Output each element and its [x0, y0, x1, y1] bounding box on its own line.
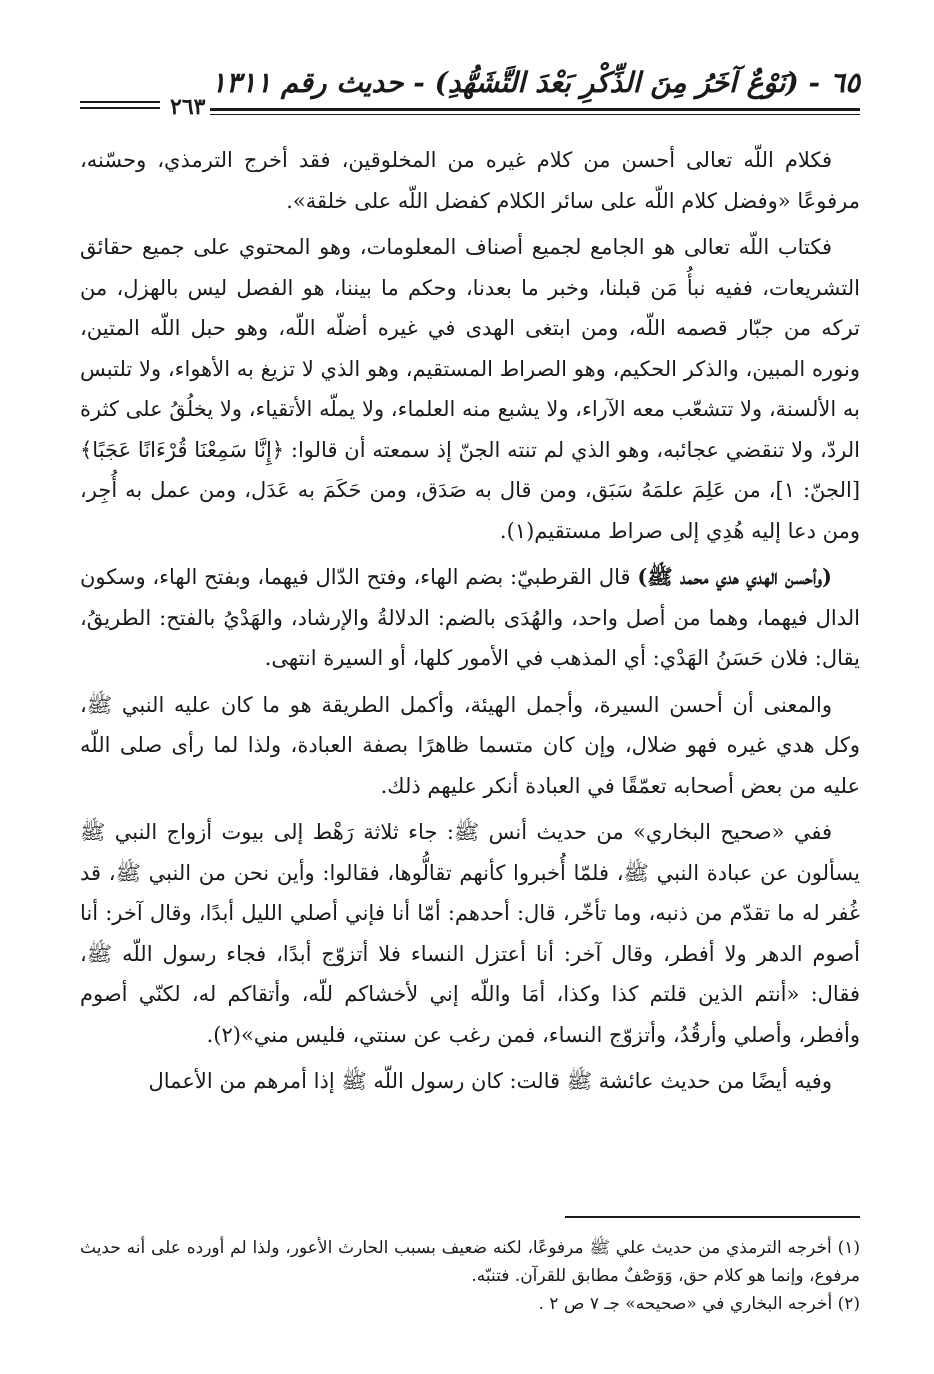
page-header [80, 60, 860, 120]
paragraph: فكتاب اللّه تعالى هو الجامع لجميع أصناف المعلومات، وهو المحتوي على جميع حقائق التشريعات، ففيه نبأُ مَن قبلنا، وخبر ما بعدنا، وحكم ما بيننا، هو الفصل ليس بالهزل، من تركه من جبّار قصمه اللّه، ومن ابتغى الهدى في غيره أضلّه اللّه، وهو حبل اللّه المتين، ونوره المبين، والذكر الحكيم، وهو الصراط المستقيم، وهو الذي لا تزيغ به الأهواء، ولا تلتبس به الألسنة، ولا تتشعّب معه الآراء، ولا يشبع منه العلماء، ولا يملّه الأتقياء، ولا يخلُقُ على كثرة الردّ، ولا تنقضي عجائبه، وهو الذي لم تنته الجنّ إذ سمعته أن قالوا: ﴿إِنَّا سَمِعْنَا قُرْءَانًا عَجَبًا﴾ [الجنّ: ١]، من عَلِمَ علمَهُ سَبَق، ومن قال به صَدَق، ومن حَكَمَ به عَدَل، ومن عمل به أُجِر، ومن دعا إليه هُدِي إلى صراط مستقيم(١). [80, 235, 861, 543]
page-number-rule-bottom [80, 107, 160, 109]
main-text [80, 140, 860, 1108]
footnote-2: (٢) أخرجه البخاري في «صحيحه» جـ ٧ ص ٢ . [538, 1294, 860, 1314]
page-number: ٢٦٣ [170, 94, 206, 120]
running-title: ٦٥ - (نَوْعٌ آخَرُ مِنَ الذِّكْرِ بَعْدَ التَّشَهُّدِ) - حديث رقم ١٣١١ [211, 66, 860, 99]
paragraph: (وأحسن الهدي هدي محمد ﷺ) قال القرطبيّ: بضم الهاء، وفتح الدّال فيهما، وبفتح الهاء، وسكون الدال فيهما، وهما من أصل واحد، والهُدَى بالضم: الدلالةُ والإرشاد، والهَدْيُ بالفتح: الطريقُ، يقال: فلان حَسَنُ الهَدْي: أي المذهب في الأمور كلها، أو السيرة انتهى. [80, 564, 860, 670]
commentary-heading: (وأحسن الهدي هدي محمد ﷺ) [637, 564, 832, 589]
footnote-1: (١) أخرجه الترمذي من حديث علي ﷺ مرفوعًا، لكنه ضعيف بسبب الحارث الأعور، ولذا لم أورده على أنه حديث مرفوع، وإنما هو كلام حق، وَوَصْفٌ مطابق للقرآن. فتنبّه. [80, 1238, 860, 1286]
header-rule [210, 108, 860, 111]
paragraph: وفيه أيضًا من حديث عائشة ﷺ قالت: كان رسول اللّه ﷺ إذا أمرهم من الأعمال [148, 1069, 832, 1093]
paragraph: ففي «صحيح البخاري» من حديث أنس ﷺ: جاء ثلاثة رَهْط إلى بيوت أزواج النبي ﷺ يسألون عن عبادة النبي ﷺ، فلمّا أُخبروا كأنهم تقالُّوها، فقالوا: وأين نحن من النبي ﷺ، قد غُفر له ما تقدّم من ذنبه، وما تأخّر، قال: أحدهم: أمّا أنا فإني أصلي الليل أبدًا، وقال آخر: أنا أصوم الدهر ولا أفطر، وقال آخر: أنا أعتزل النساء فلا أتزوّج أبدًا، فجاء رسول اللّه ﷺ، فقال: «أنتم الذين قلتم كذا وكذا، أمَا واللّه إني لأخشاكم للّه، وأتقاكم له، لكنّي أصوم وأفطر، وأصلي وأرقُدُ، وأتزوّج النساء، فمن رغب عن سنتي، فليس مني»(٢). [80, 820, 860, 1047]
paragraph: فكلام اللّه تعالى أحسن من كلام غيره من المخلوقين، فقد أخرج الترمذي، وحسّنه، مرفوعًا «وفضل كلام اللّه على سائر الكلام كفضل اللّه على خلقة». [80, 148, 860, 213]
header-rule-thin [210, 114, 860, 115]
page-number-rule-top [80, 101, 160, 103]
footnotes [80, 1234, 860, 1318]
paragraph: والمعنى أن أحسن السيرة، وأجمل الهيئة، وأكمل الطريقة هو ما كان عليه النبي ﷺ، وكل هدي غيره فهو ضلال، وإن كان متسما ظاهرًا بصفة العبادة، ولذا لما رأى صلى اللّه عليه من بعض أصحابه تعمّقًا في العبادة أنكر عليهم ذلك. [80, 692, 860, 798]
footnote-separator [565, 1216, 860, 1218]
